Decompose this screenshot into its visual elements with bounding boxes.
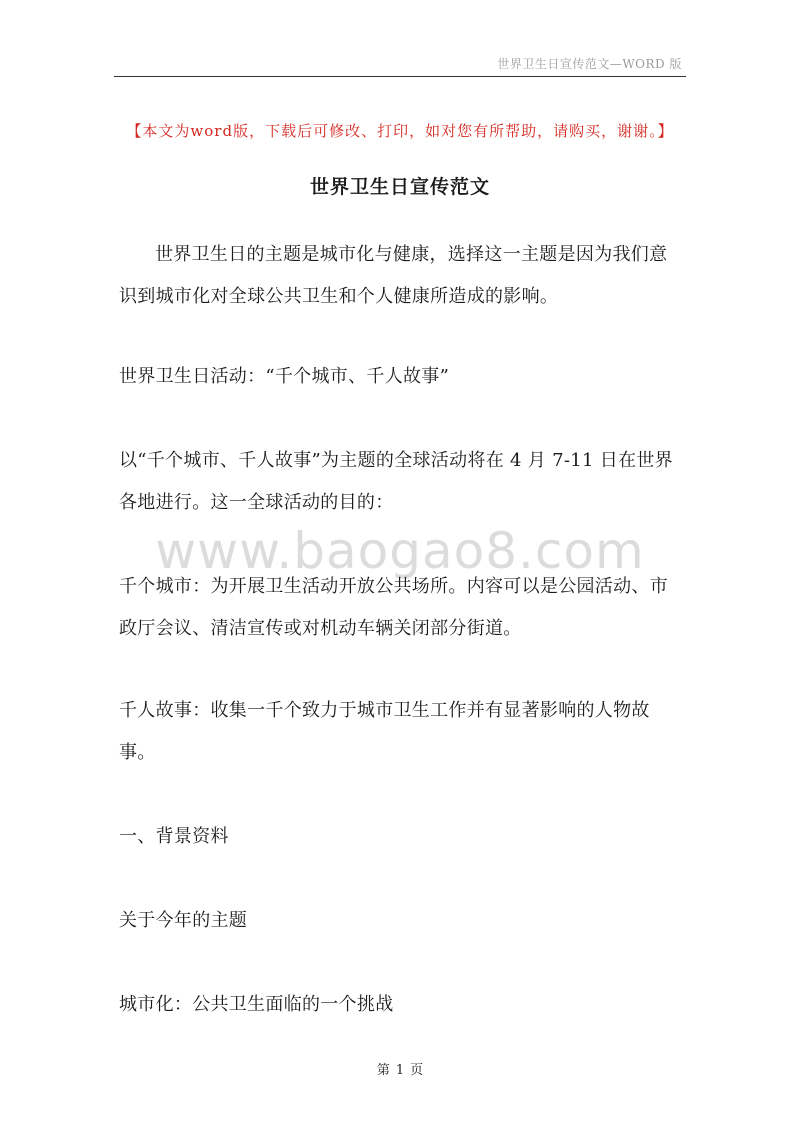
paragraph-text: 千个城市：为开展卫生活动开放公共场所。内容可以是公园活动、市政厅会议、清洁宣传或对机动车辆关闭部分街道。 [119,576,668,639]
paragraph-text: 世界卫生日活动：“千个城市、千人故事” [119,366,450,387]
body-paragraph-1 [119,234,685,318]
header-divider [114,76,686,77]
body-paragraph-3 [119,440,685,524]
paragraph-text: 千人故事：收集一千个致力于城市卫生工作并有显著影响的人物故事。 [119,700,650,763]
footer-prefix: 第 [376,1063,390,1078]
paragraph-text: 世界卫生日的主题是城市化与健康，选择这一主题是因为我们意识到城市化对全球公共卫生和个人健康所造成的影响。 [119,244,668,307]
body-paragraph-4 [119,566,685,650]
watermark: www.baogao8.com [155,522,645,580]
purchase-notice: 【本文为word版，下载后可修改、打印，如对您有所帮助，请购买，谢谢。】 [126,122,674,140]
footer-suffix: 页 [410,1063,424,1078]
paragraph-text: 以“千个城市、千人故事”为主题的全球活动将在 4 月 7-11 日在世界各地进行。这一全球活动的目的： [119,450,673,513]
paragraph-text: 城市化：公共卫生面临的一个挑战 [119,994,394,1015]
paragraph-text: 关于今年的主题 [119,910,248,931]
section-heading [119,816,685,858]
document-title: 世界卫生日宣传范文 [309,176,490,198]
body-paragraph-6 [119,984,685,1026]
page-number: 1 [395,1063,405,1078]
running-header: 世界卫生日宣传范文—WORD 版 [497,57,682,71]
page-footer [0,1059,800,1078]
subsection-heading [119,900,685,942]
paragraph-text: 一、背景资料 [119,826,229,847]
body-paragraph-5 [119,690,685,774]
body-paragraph-2 [119,356,685,398]
